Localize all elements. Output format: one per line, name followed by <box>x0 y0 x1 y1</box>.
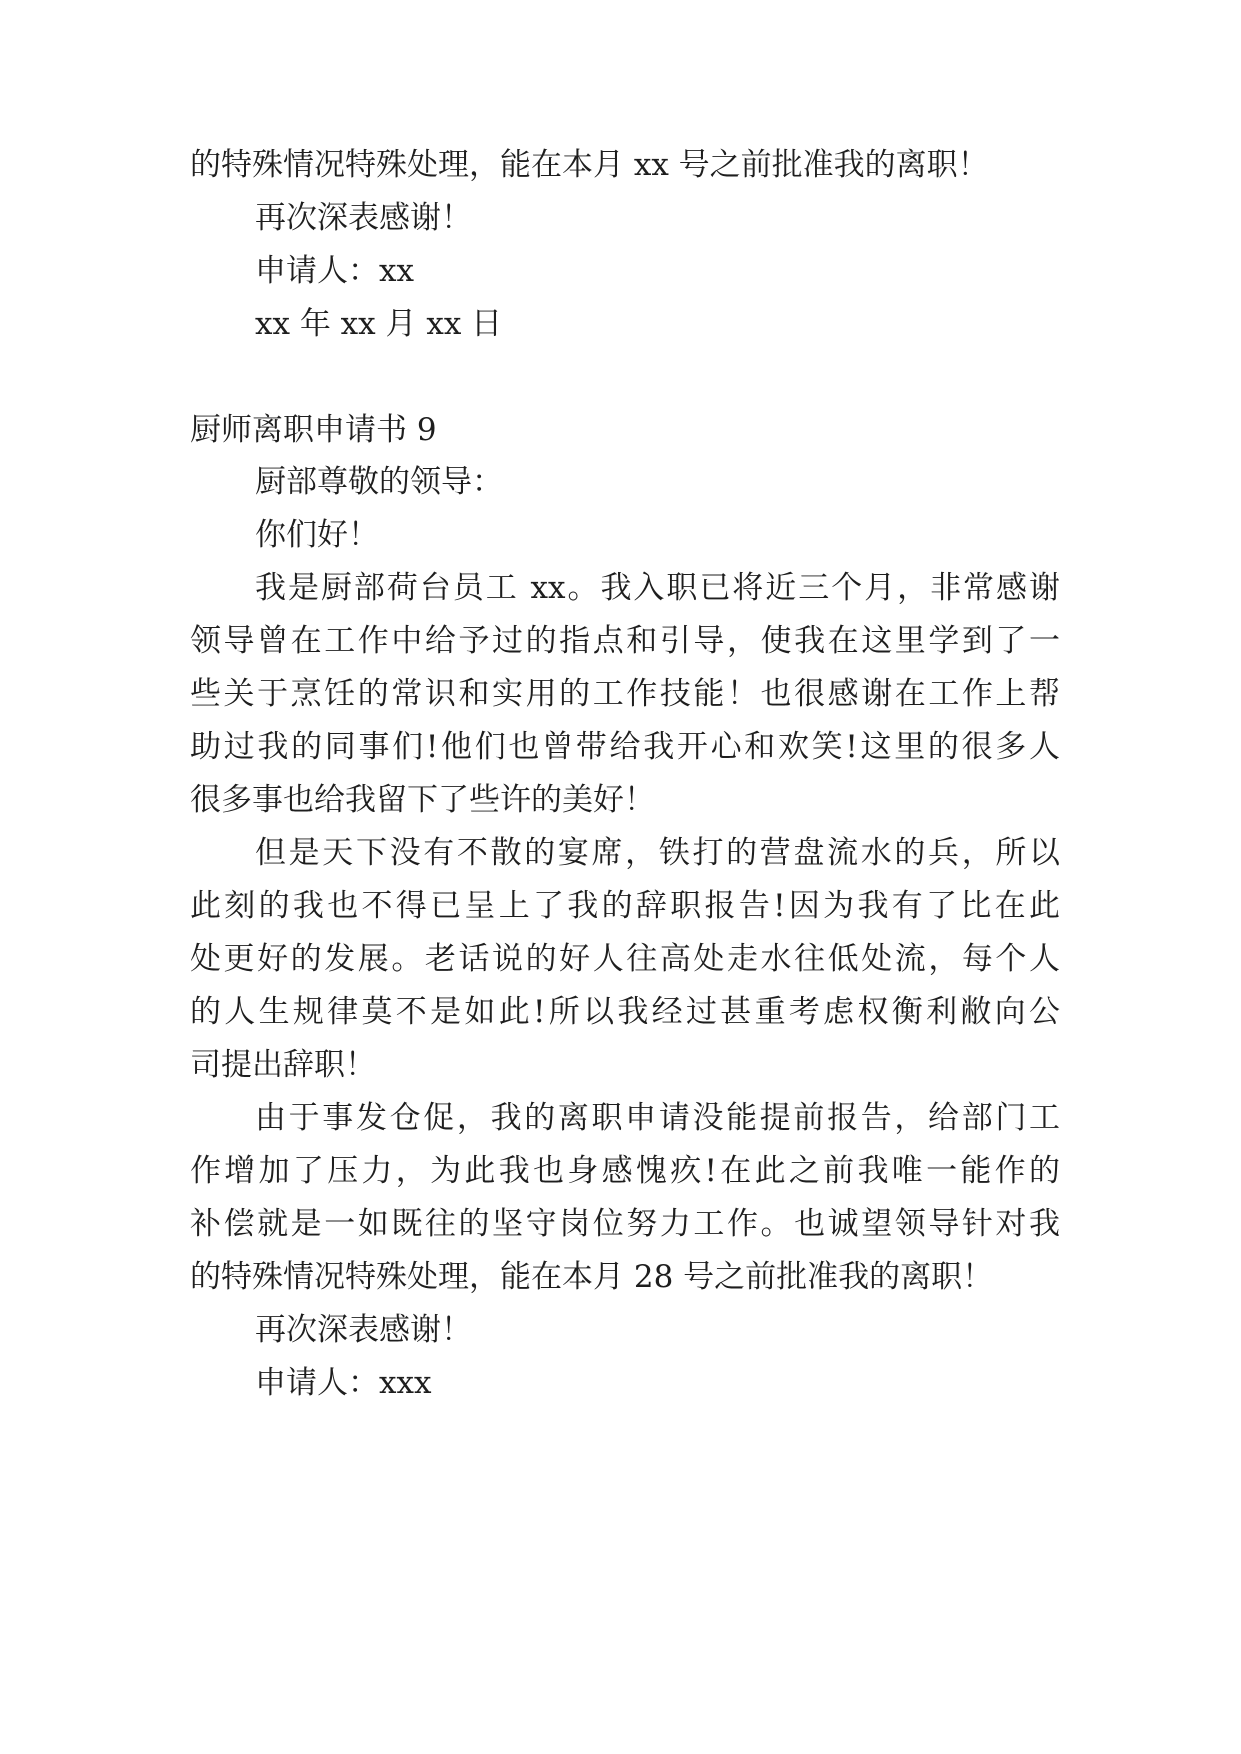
date-line: xx 年 xx 月 xx 日 <box>255 306 503 342</box>
paragraph-line: 些关于烹饪的常识和实用的工作技能！也很感谢在工作上帮 <box>190 676 1060 712</box>
closing-thanks: 再次深表感谢！ <box>255 200 472 236</box>
paragraph-line: 由于事发仓促，我的离职申请没能提前报告，给部门工 <box>255 1100 1060 1136</box>
paragraph-line: 此刻的我也不得已呈上了我的辞职报告!因为我有了比在此 <box>190 888 1060 924</box>
paragraph-line: 很多事也给我留下了些许的美好！ <box>190 782 655 818</box>
paragraph-line: 的特殊情况特殊处理，能在本月 xx 号之前批准我的离职！ <box>190 147 989 183</box>
applicant-line: 申请人：xx <box>255 253 414 289</box>
paragraph-line: 司提出辞职！ <box>190 1047 376 1083</box>
applicant-line: 申请人：xxx <box>255 1365 432 1401</box>
paragraph-line: 补偿就是一如既往的坚守岗位努力工作。也诚望领导针对我 <box>190 1206 1060 1242</box>
paragraph-line: 的人生规律莫不是如此!所以我经过甚重考虑权衡利敝向公 <box>190 994 1060 1030</box>
letter-title: 厨师离职申请书 9 <box>190 412 437 448</box>
greeting: 你们好！ <box>255 517 379 553</box>
paragraph-line: 领导曾在工作中给予过的指点和引导，使我在这里学到了一 <box>190 623 1060 659</box>
closing-thanks: 再次深表感谢！ <box>255 1312 472 1348</box>
paragraph-line: 助过我的同事们!他们也曾带给我开心和欢笑!这里的很多人 <box>190 729 1060 765</box>
paragraph-line: 的特殊情况特殊处理，能在本月 28 号之前批准我的离职！ <box>190 1259 994 1295</box>
paragraph-line: 但是天下没有不散的宴席，铁打的营盘流水的兵，所以 <box>255 835 1060 871</box>
paragraph-line: 处更好的发展。老话说的好人往高处走水往低处流，每个人 <box>190 941 1060 977</box>
paragraph-line: 我是厨部荷台员工 xx。我入职已将近三个月，非常感谢 <box>255 570 1060 606</box>
salutation: 厨部尊敬的领导： <box>255 464 503 500</box>
paragraph-line: 作增加了压力，为此我也身感愧疚!在此之前我唯一能作的 <box>190 1153 1060 1189</box>
